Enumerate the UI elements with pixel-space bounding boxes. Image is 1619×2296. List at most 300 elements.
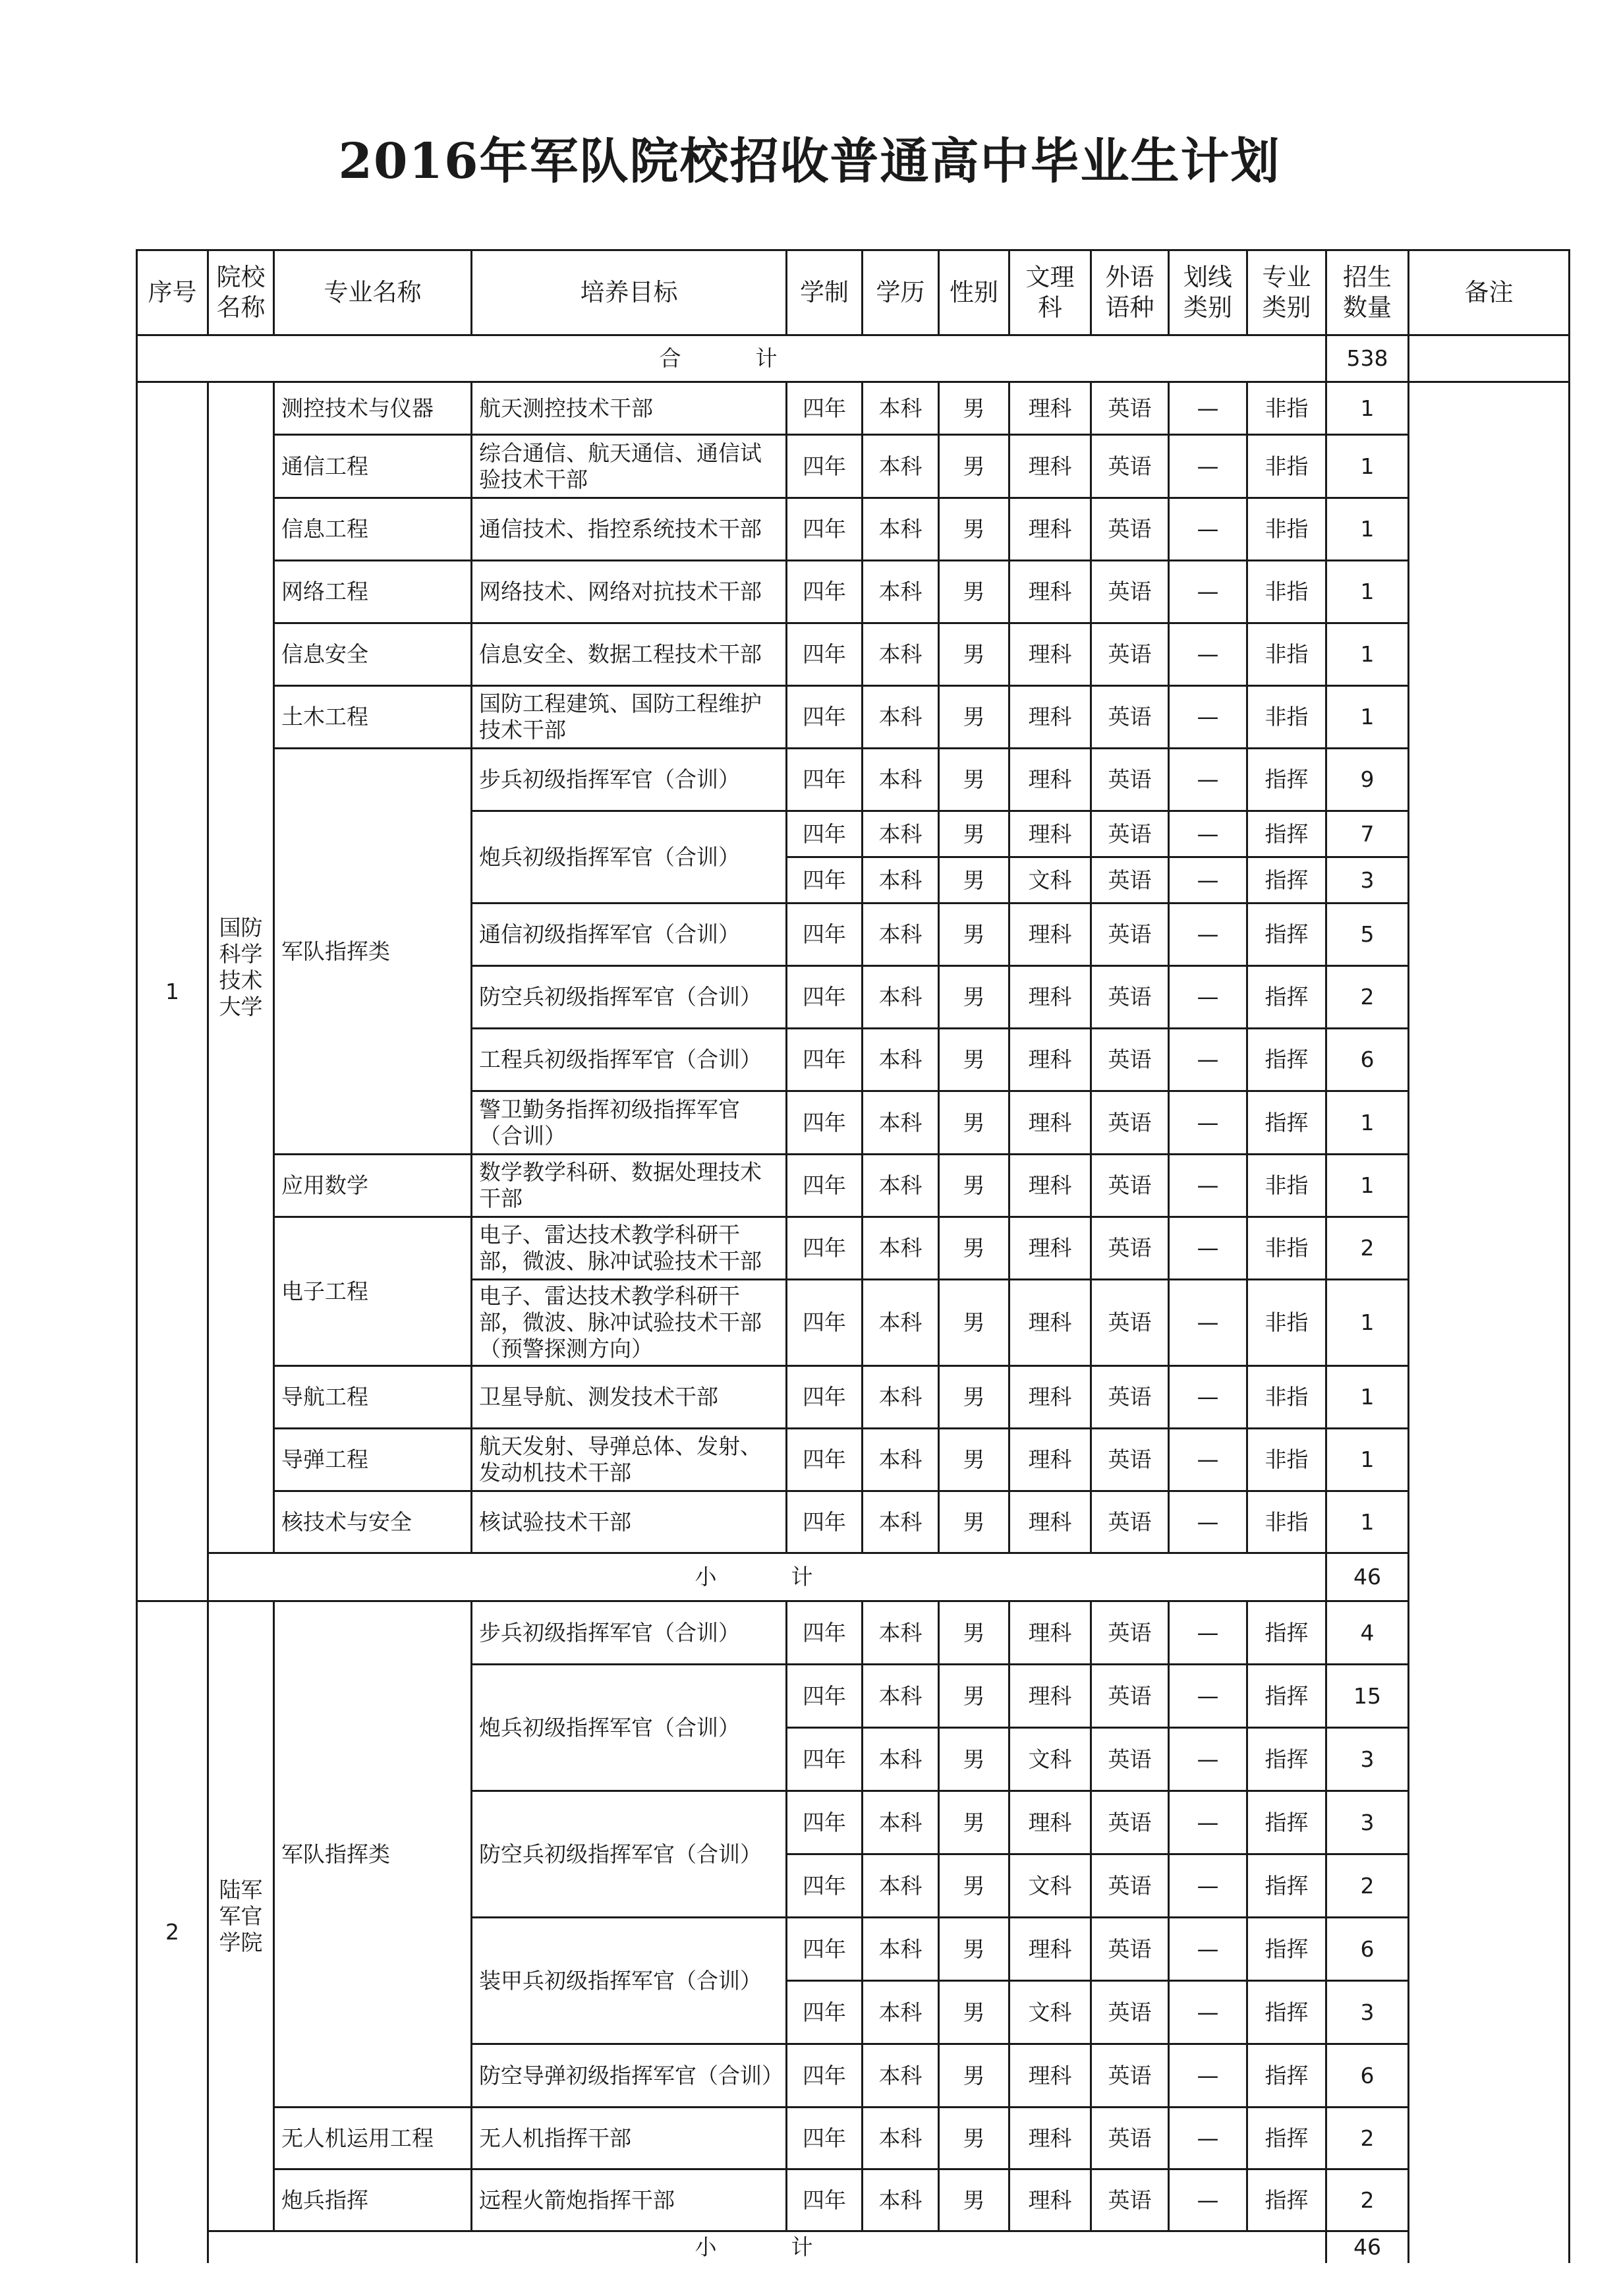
major-name: 导弹工程 [274,1429,472,1491]
header-duration: 学制 [787,250,863,335]
track: 文科 [1009,857,1091,904]
enroll-count: 5 [1326,904,1409,966]
header-gender: 性别 [939,250,1009,335]
major-category: 非指 [1247,498,1326,561]
remark [1409,686,1570,749]
line-category: — [1169,857,1247,904]
major-category: 指挥 [1247,1981,1326,2044]
track: 理科 [1009,811,1091,857]
training-target: 网络技术、网络对抗技术干部 [472,561,787,623]
gender: 男 [939,1665,1009,1728]
major-name: 无人机运用工程 [274,2108,472,2169]
degree: 本科 [863,1217,939,1280]
subtotal-count: 46 [1326,2231,1409,2263]
duration: 四年 [787,1665,863,1728]
duration: 四年 [787,1280,863,1366]
major-name: 应用数学 [274,1155,472,1217]
major-category: 非指 [1247,1217,1326,1280]
degree: 本科 [863,1665,939,1728]
degree: 本科 [863,1155,939,1217]
track: 理科 [1009,2169,1091,2231]
training-target: 通信技术、指控系统技术干部 [472,498,787,561]
line-category: — [1169,1429,1247,1491]
enroll-count: 2 [1326,966,1409,1029]
training-target: 核试验技术干部 [472,1491,787,1553]
degree: 本科 [863,1728,939,1791]
line-category: — [1169,382,1247,435]
enroll-count: 1 [1326,1155,1409,1217]
track: 理科 [1009,1491,1091,1553]
track: 理科 [1009,1029,1091,1091]
duration: 四年 [787,811,863,857]
major-category: 指挥 [1247,1091,1326,1155]
major-category: 指挥 [1247,1601,1326,1665]
language: 英语 [1091,1029,1169,1091]
training-target: 电子、雷达技术教学科研干部，微波、脉冲试验技术干部（预警探测方向） [472,1280,787,1366]
enroll-count: 3 [1326,857,1409,904]
degree: 本科 [863,1601,939,1665]
subtotal-row [137,1553,1570,1601]
major-category: 指挥 [1247,2044,1326,2108]
enroll-count: 3 [1326,1728,1409,1791]
header-seq: 序号 [137,250,208,335]
major-category: 指挥 [1247,966,1326,1029]
gender: 男 [939,2108,1009,2169]
gender: 男 [939,1854,1009,1918]
gender: 男 [939,1791,1009,1854]
line-category: — [1169,1854,1247,1918]
line-category: — [1169,1918,1247,1981]
table-row [137,686,1570,749]
major-category: 非指 [1247,623,1326,686]
remark [1409,1491,1570,1553]
degree: 本科 [863,1791,939,1854]
track: 文科 [1009,1981,1091,2044]
track: 理科 [1009,904,1091,966]
degree: 本科 [863,561,939,623]
language: 英语 [1091,904,1169,966]
degree: 本科 [863,498,939,561]
school-seq: 1 [137,382,208,1601]
language: 英语 [1091,1791,1169,1854]
degree: 本科 [863,1280,939,1366]
duration: 四年 [787,1491,863,1553]
language: 英语 [1091,561,1169,623]
enroll-count: 1 [1326,1280,1409,1366]
language: 英语 [1091,382,1169,435]
language: 英语 [1091,1280,1169,1366]
duration: 四年 [787,904,863,966]
table-row [137,2108,1570,2169]
remark [1409,811,1570,857]
header-target: 培养目标 [472,250,787,335]
track: 理科 [1009,1217,1091,1280]
track: 理科 [1009,1918,1091,1981]
major-category: 指挥 [1247,2169,1326,2231]
degree: 本科 [863,2108,939,2169]
major-category: 指挥 [1247,904,1326,966]
duration: 四年 [787,382,863,435]
remark [1409,1553,1570,1601]
degree: 本科 [863,1981,939,2044]
remark [1409,498,1570,561]
header-language: 外语语种 [1091,250,1169,335]
training-target: 防空导弹初级指挥军官（合训） [472,2044,787,2108]
header-remark: 备注 [1409,250,1570,335]
enroll-count: 3 [1326,1981,1409,2044]
header-degree: 学历 [863,250,939,335]
duration: 四年 [787,1091,863,1155]
language: 英语 [1091,498,1169,561]
remark [1409,435,1570,498]
enroll-count: 15 [1326,1665,1409,1728]
line-category: — [1169,1280,1247,1366]
header-count: 招生数量 [1326,250,1409,335]
gender: 男 [939,1091,1009,1155]
table-row [137,1217,1570,1280]
duration: 四年 [787,686,863,749]
gender: 男 [939,686,1009,749]
major-name: 军队指挥类 [274,749,472,1155]
gender: 男 [939,1366,1009,1429]
duration: 四年 [787,1918,863,1981]
major-category: 指挥 [1247,1029,1326,1091]
training-target: 航天测控技术干部 [472,382,787,435]
remark [1409,2108,1570,2169]
enroll-count: 1 [1326,1091,1409,1155]
training-target: 防空兵初级指挥军官（合训） [472,966,787,1029]
degree: 本科 [863,1029,939,1091]
gender: 男 [939,2169,1009,2231]
duration: 四年 [787,1728,863,1791]
gender: 男 [939,435,1009,498]
duration: 四年 [787,1854,863,1918]
duration: 四年 [787,1791,863,1854]
degree: 本科 [863,382,939,435]
remark [1409,561,1570,623]
remark [1409,1601,1570,1665]
line-category: — [1169,904,1247,966]
major-category: 非指 [1247,1491,1326,1553]
duration: 四年 [787,857,863,904]
degree: 本科 [863,904,939,966]
language: 英语 [1091,749,1169,811]
major-category: 指挥 [1247,857,1326,904]
line-category: — [1169,2044,1247,2108]
enroll-count: 2 [1326,2108,1409,2169]
header-category: 专业类别 [1247,250,1326,335]
training-target: 卫星导航、测发技术干部 [472,1366,787,1429]
remark [1409,1728,1570,1791]
training-target: 炮兵初级指挥军官（合训） [472,1665,787,1791]
degree: 本科 [863,1429,939,1491]
training-target: 综合通信、航天通信、通信试验技术干部 [472,435,787,498]
enroll-count: 7 [1326,811,1409,857]
enroll-count: 1 [1326,561,1409,623]
track: 理科 [1009,1280,1091,1366]
degree: 本科 [863,1366,939,1429]
enroll-count: 1 [1326,623,1409,686]
major-name: 炮兵指挥 [274,2169,472,2231]
school-seq: 2 [137,1601,208,2263]
duration: 四年 [787,2044,863,2108]
major-name: 核技术与安全 [274,1491,472,1553]
remark [1409,623,1570,686]
training-target: 数学教学科研、数据处理技术干部 [472,1155,787,1217]
duration: 四年 [787,561,863,623]
major-category: 指挥 [1247,1665,1326,1728]
table-row [137,1491,1570,1553]
major-category: 非指 [1247,1366,1326,1429]
degree: 本科 [863,2169,939,2231]
gender: 男 [939,382,1009,435]
line-category: — [1169,561,1247,623]
remark [1409,1429,1570,1491]
remark [1409,1791,1570,1854]
remark [1409,966,1570,1029]
language: 英语 [1091,1728,1169,1791]
degree: 本科 [863,2044,939,2108]
major-name: 导航工程 [274,1366,472,1429]
enroll-count: 1 [1326,382,1409,435]
duration: 四年 [787,1217,863,1280]
gender: 男 [939,1491,1009,1553]
training-target: 警卫勤务指挥初级指挥军官（合训） [472,1091,787,1155]
enrollment-plan-table [136,249,1570,2263]
duration: 四年 [787,1029,863,1091]
language: 英语 [1091,2108,1169,2169]
duration: 四年 [787,966,863,1029]
language: 英语 [1091,1366,1169,1429]
duration: 四年 [787,498,863,561]
major-category: 非指 [1247,1155,1326,1217]
training-target: 防空兵初级指挥军官（合训） [472,1791,787,1918]
enroll-count: 6 [1326,1029,1409,1091]
track: 理科 [1009,749,1091,811]
gender: 男 [939,1155,1009,1217]
line-category: — [1169,1366,1247,1429]
language: 英语 [1091,1091,1169,1155]
total-count: 538 [1326,335,1409,382]
duration: 四年 [787,1155,863,1217]
subtotal-row [137,2231,1570,2263]
line-category: — [1169,1217,1247,1280]
remark [1409,1091,1570,1155]
table-row [137,623,1570,686]
subtotal-label: 小 计 [208,2231,1326,2263]
line-category: — [1169,623,1247,686]
line-category: — [1169,1155,1247,1217]
training-target: 国防工程建筑、国防工程维护技术干部 [472,686,787,749]
language: 英语 [1091,1601,1169,1665]
major-name: 电子工程 [274,1217,472,1366]
track: 理科 [1009,1366,1091,1429]
enroll-count: 6 [1326,2044,1409,2108]
language: 英语 [1091,2169,1169,2231]
training-target: 航天发射、导弹总体、发射、发动机技术干部 [472,1429,787,1491]
language: 英语 [1091,2044,1169,2108]
major-category: 指挥 [1247,1791,1326,1854]
language: 英语 [1091,811,1169,857]
duration: 四年 [787,2108,863,2169]
gender: 男 [939,811,1009,857]
enroll-count: 1 [1326,1429,1409,1491]
remark [1409,382,1570,435]
remark [1409,749,1570,811]
language: 英语 [1091,1918,1169,1981]
header-school: 院校名称 [208,250,274,335]
major-name: 测控技术与仪器 [274,382,472,435]
total-remark [1409,335,1570,382]
remark [1409,1155,1570,1217]
table-row [137,2169,1570,2231]
page-title: 2016年军队院校招收普通高中毕业生计划 [338,133,1281,190]
language: 英语 [1091,1854,1169,1918]
header-major: 专业名称 [274,250,472,335]
language: 英语 [1091,686,1169,749]
training-target: 工程兵初级指挥军官（合训） [472,1029,787,1091]
enroll-count: 2 [1326,2169,1409,2231]
enroll-count: 1 [1326,1366,1409,1429]
enroll-count: 2 [1326,1217,1409,1280]
line-category: — [1169,811,1247,857]
track: 文科 [1009,1728,1091,1791]
major-name: 信息工程 [274,498,472,561]
duration: 四年 [787,1601,863,1665]
language: 英语 [1091,435,1169,498]
degree: 本科 [863,749,939,811]
major-category: 指挥 [1247,811,1326,857]
gender: 男 [939,1981,1009,2044]
duration: 四年 [787,2169,863,2231]
duration: 四年 [787,749,863,811]
gender: 男 [939,623,1009,686]
track: 理科 [1009,966,1091,1029]
gender: 男 [939,1029,1009,1091]
enroll-count: 2 [1326,1854,1409,1918]
duration: 四年 [787,623,863,686]
gender: 男 [939,857,1009,904]
remark [1409,1366,1570,1429]
gender: 男 [939,1601,1009,1665]
training-target: 信息安全、数据工程技术干部 [472,623,787,686]
table-row [137,498,1570,561]
enroll-count: 1 [1326,435,1409,498]
major-name: 网络工程 [274,561,472,623]
track: 理科 [1009,1155,1091,1217]
line-category: — [1169,1091,1247,1155]
language: 英语 [1091,1491,1169,1553]
training-target: 无人机指挥干部 [472,2108,787,2169]
remark [1409,1665,1570,1728]
remark [1409,2044,1570,2108]
remark [1409,857,1570,904]
school-name: 陆军军官学院 [208,1601,274,2231]
header-track: 文理科 [1009,250,1091,335]
major-name: 信息安全 [274,623,472,686]
language: 英语 [1091,1217,1169,1280]
table-row [137,1155,1570,1217]
remark [1409,1854,1570,1918]
remark [1409,1981,1570,2044]
line-category: — [1169,1981,1247,2044]
language: 英语 [1091,1665,1169,1728]
table-row [137,1601,1570,1665]
training-target: 装甲兵初级指挥军官（合训） [472,1918,787,2044]
major-category: 指挥 [1247,1854,1326,1918]
duration: 四年 [787,1429,863,1491]
line-category: — [1169,1029,1247,1091]
line-category: — [1169,966,1247,1029]
table-row [137,561,1570,623]
major-category: 非指 [1247,382,1326,435]
remark [1409,1918,1570,1981]
header-line: 划线类别 [1169,250,1247,335]
gender: 男 [939,749,1009,811]
track: 理科 [1009,435,1091,498]
degree: 本科 [863,1918,939,1981]
training-target: 炮兵初级指挥军官（合训） [472,811,787,904]
track: 理科 [1009,498,1091,561]
language: 英语 [1091,623,1169,686]
training-target: 步兵初级指挥军官（合训） [472,1601,787,1665]
major-name: 军队指挥类 [274,1601,472,2108]
school-name: 国防科学技术大学 [208,382,274,1553]
language: 英语 [1091,1155,1169,1217]
degree: 本科 [863,1854,939,1918]
track: 理科 [1009,1665,1091,1728]
enroll-count: 1 [1326,498,1409,561]
table-row [137,749,1570,811]
training-target: 通信初级指挥军官（合训） [472,904,787,966]
track: 理科 [1009,1091,1091,1155]
table-row [137,435,1570,498]
enroll-count: 3 [1326,1791,1409,1854]
total-row [137,335,1570,382]
enroll-count: 1 [1326,1491,1409,1553]
remark [1409,1280,1570,1366]
enroll-count: 4 [1326,1601,1409,1665]
remark [1409,1217,1570,1280]
track: 理科 [1009,2108,1091,2169]
table-row [137,382,1570,435]
major-category: 非指 [1247,1280,1326,1366]
major-category: 非指 [1247,686,1326,749]
track: 理科 [1009,2044,1091,2108]
degree: 本科 [863,435,939,498]
gender: 男 [939,1918,1009,1981]
major-name: 通信工程 [274,435,472,498]
header-row [137,250,1570,335]
track: 理科 [1009,1601,1091,1665]
enroll-count: 9 [1326,749,1409,811]
gender: 男 [939,1280,1009,1366]
language: 英语 [1091,857,1169,904]
degree: 本科 [863,686,939,749]
degree: 本科 [863,966,939,1029]
language: 英语 [1091,966,1169,1029]
gender: 男 [939,1728,1009,1791]
duration: 四年 [787,435,863,498]
line-category: — [1169,2169,1247,2231]
remark [1409,904,1570,966]
line-category: — [1169,1728,1247,1791]
subtotal-label: 小 计 [208,1553,1326,1601]
track: 理科 [1009,686,1091,749]
gender: 男 [939,1217,1009,1280]
training-target: 远程火箭炮指挥干部 [472,2169,787,2231]
major-category: 非指 [1247,561,1326,623]
